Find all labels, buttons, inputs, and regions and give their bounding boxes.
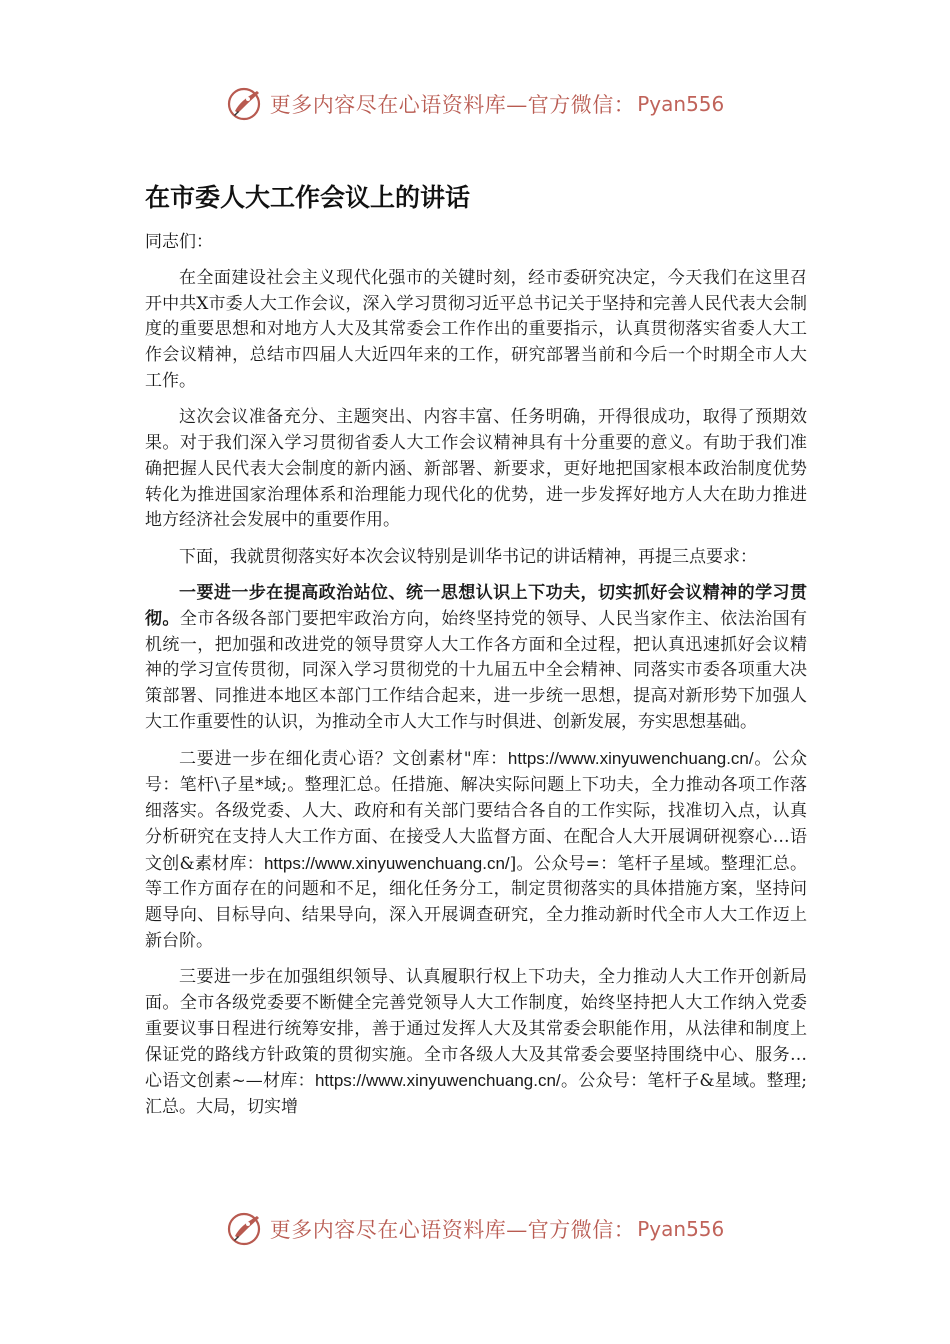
paragraph-6-text-b: 。公众号：笔杆子&星域。整理;汇总。大局，切实增 — [145, 1071, 808, 1118]
paragraph-6-text-a: 三要进一步在加强组织领导、认真履职行权上下功夫，全力推动人大工作开创新局面。全市各级党委要不断健全完善党领导人大工作制度，始终坚持把人大工作纳入党委重要议事日程进行统筹安排，善于通过发挥人大及其常委会职能作用，从法律和制度上保证党的路线方针政策的贯彻实施。全市各级人大及其常委会要坚持围绕中心、服务…心语文创素~—材库： — [145, 967, 807, 1092]
paragraph-5-text-c: ]。公众号=：笔杆子星域。整理汇总。等工作方面存在的问题和不足，细化任务分工，制定贯彻落实的具体措施方案，坚持问题导向、目标导向、结果导向，深入开展调查研究，全力推动新时代全市人大工作迈上新台阶。 — [145, 853, 807, 951]
pen-logo-icon — [226, 84, 266, 124]
paragraph-5-url-1: https://www.xinyuwenchuang.cn/ — [507, 749, 754, 769]
paragraph-5 — [145, 746, 807, 954]
paragraph-6-url: https://www.xinyuwenchuang.cn/ — [314, 1071, 561, 1091]
paragraph-1: 在全面建设社会主义现代化强市的关键时刻，经市委研究决定，今天我们在这里召开中共X市委人大工作会议，深入学习贯彻习近平总书记关于坚持和完善人民代表大会制度的重要思想和对地方人大及其常委会工作作出的重要指示，认真贯彻落实省委人大工作会议精神，总结市四届人大近四年来的工作，研究部署当前和今后一个时期全市人大工作。 — [145, 267, 807, 391]
paragraph-5-url-2: https://www.xinyuwenchuang.cn/ — [263, 853, 510, 873]
paragraph-2: 这次会议准备充分、主题突出、内容丰富、任务明确，开得很成功，取得了预期效果。对于我们深入学习贯彻省委人大工作会议精神具有十分重要的意义。有助于我们准确把握人民代表大会制度的新内涵、新部署、新要求，更好地把国家根本政治制度优势转化为推进国家治理体系和治理能力现代化的优势，进一步发挥好地方人大在助力推进地方经济社会发展中的重要作用。 — [145, 407, 807, 531]
header-banner — [0, 84, 950, 124]
banner-wechat-id: Pyan556 — [637, 92, 725, 116]
paragraph-5-text-b: 。公众号：笔杆\子星*域;。整理汇总。任措施、解决实际问题上下功夫，全力推动各项工作落细落实。各级党委、人大、政府和有关部门要结合各自的工作实际，找准切入点，认真分析研究在支持人大工作方面、在接受人大监督方面、在配合人大开展调研视察心…语文创&素材库： — [145, 749, 807, 874]
document-body — [145, 230, 807, 1132]
banner-text: 更多内容尽在心语资料库—官方微信： — [269, 93, 636, 117]
page-title: 在市委人大工作会议上的讲话 — [145, 183, 471, 212]
paragraph-3: 下面，我就贯彻落实好本次会议特别是训华书记的讲话精神，再提三点要求： — [179, 546, 757, 567]
paragraph-4-text: 全市各级各部门要把牢政治方向，始终坚持党的领导、人民当家作主、依法治国有机统一，把加强和改进党的领导贯穿人大工作各方面和全过程，把认真迅速抓好会议精神的学习宣传贯彻，同深入学习贯彻党的十九届五中全会精神、同落实市委各项重大决策部署、同推进本地区本部门工作结合起来，进一步统一思想，提高对新形势下加强人大工作重要性的认识，为推动全市人大工作与时俱进、创新发展，夯实思想基础。 — [145, 608, 808, 733]
footer-banner — [0, 1209, 950, 1249]
salutation: 同志们： — [145, 232, 213, 252]
paragraph-4-bold: 一要进一步在提高政治站位、统一思想认识上下功夫，切实抓好会议精神的学习贯彻。 — [145, 583, 807, 629]
banner-text: 更多内容尽在心语资料库—官方微信： — [269, 1218, 636, 1242]
pen-logo-icon — [226, 1209, 266, 1249]
paragraph-5-text-a: 二要进一步在细化责心语？文创素材"库： — [179, 749, 508, 770]
paragraph-6 — [145, 965, 807, 1121]
banner-wechat-id: Pyan556 — [637, 1217, 725, 1241]
paragraph-4 — [145, 581, 807, 736]
